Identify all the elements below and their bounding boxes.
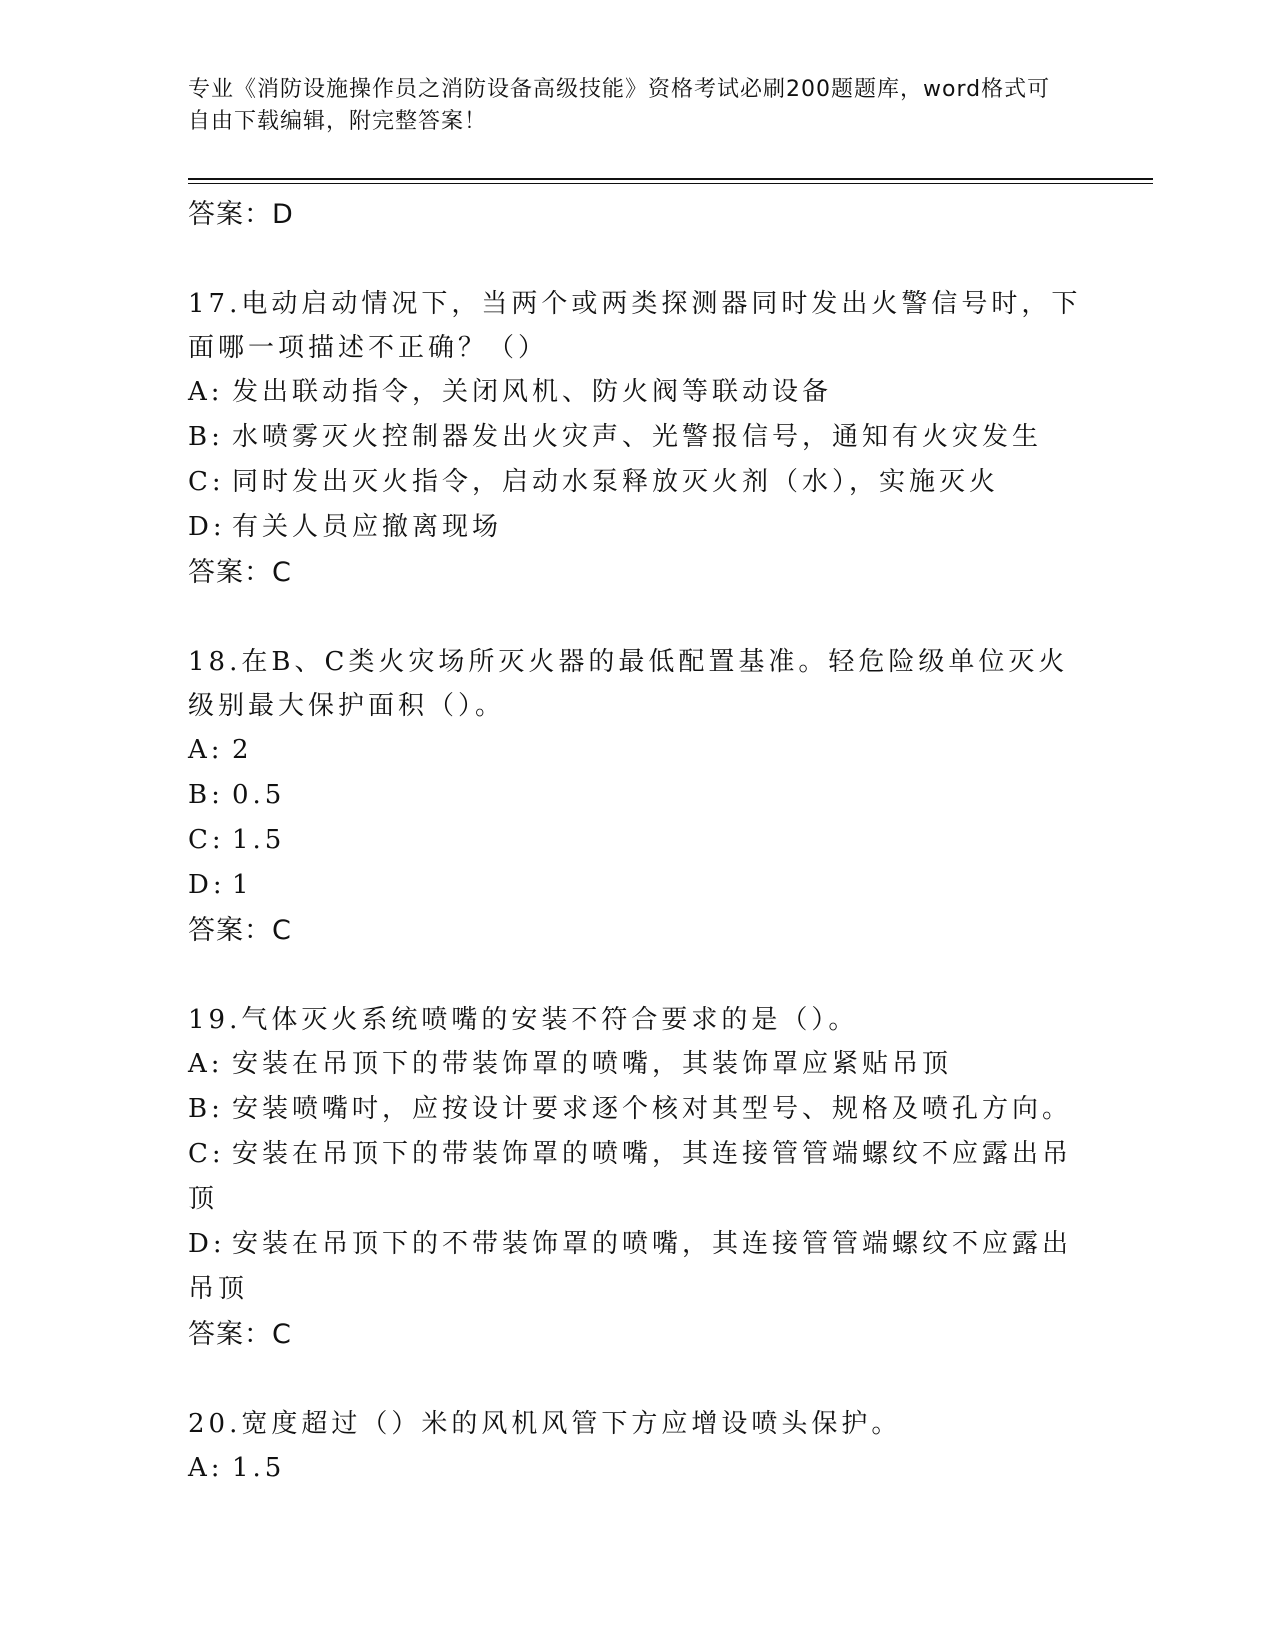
option-key: B:	[188, 422, 224, 452]
option-key: B:	[188, 780, 224, 810]
answer-option	[188, 1446, 1088, 1491]
answer-option	[188, 1132, 1088, 1222]
option-text: 水喷雾灭火控制器发出火灾声、光警报信号，通知有火灾发生	[232, 422, 1043, 452]
answer-option	[188, 773, 1088, 818]
option-text: 安装在吊顶下的带装饰罩的喷嘴，其装饰罩应紧贴吊顶	[232, 1049, 953, 1079]
question-stem: 20.宽度超过（）米的风机风管下方应增设喷头保护。	[188, 1409, 902, 1439]
option-text: 安装在吊顶下的不带装饰罩的喷嘴，其连接管管端螺纹不应露出吊顶	[188, 1229, 1073, 1304]
option-key: A:	[188, 1049, 224, 1079]
header-divider-thin	[188, 183, 1153, 184]
option-key: B:	[188, 1094, 224, 1124]
option-text: 安装喷嘴吋，应按设计要求逐个核对其型号、规格及喷孔方向。	[232, 1094, 1073, 1124]
answer-option	[188, 415, 1088, 460]
option-text: 1.5	[232, 825, 286, 855]
option-key: A:	[188, 1453, 224, 1483]
option-key: C:	[188, 825, 225, 855]
answer-option	[188, 863, 1088, 908]
option-text: 同时发出灭火指令，启动水泵释放灭火剂（水），实施灭火	[232, 467, 1000, 497]
question-block	[188, 1402, 1088, 1491]
header-divider	[188, 178, 1153, 180]
question-stem: 18.在B、C类火灾场所灭火器的最低配置基准。轻危险级单位灭火级别最大保护面积（）。	[188, 647, 1069, 721]
question-stem: 19.气体灭火系统喷嘴的安装不符合要求的是（）。	[188, 1005, 859, 1035]
option-text: 2	[232, 735, 253, 765]
option-text: 有关人员应撤离现场	[232, 512, 503, 542]
document-header: 专业《消防设施操作员之消防设备高级技能》资格考试必刷200题题库，word格式可自由下载编辑，附完整答案！	[188, 77, 1051, 134]
questions-container	[188, 282, 1088, 1491]
answer-option	[188, 1042, 1088, 1087]
answer-option	[188, 818, 1088, 863]
option-text: 发出联动指令，关闭风机、防火阀等联动设备	[232, 377, 833, 407]
option-key: C:	[188, 467, 225, 497]
question-answer: 答案：C	[188, 1319, 292, 1350]
question-block	[188, 282, 1088, 596]
option-text: 0.5	[232, 780, 286, 810]
question-list	[188, 192, 1088, 1491]
option-key: D:	[188, 870, 226, 900]
question-block	[188, 640, 1088, 954]
option-key: A:	[188, 377, 224, 407]
option-text: 1.5	[232, 1453, 286, 1483]
answer-option	[188, 505, 1088, 550]
option-text: 1	[232, 870, 253, 900]
answer-option	[188, 1087, 1088, 1132]
question-block	[188, 998, 1088, 1358]
option-text: 安装在吊顶下的带装饰罩的喷嘴，其连接管管端螺纹不应露出吊顶	[188, 1139, 1073, 1214]
option-key: D:	[188, 1229, 226, 1259]
answer-option	[188, 460, 1088, 505]
answer-option	[188, 370, 1088, 415]
option-key: D:	[188, 512, 226, 542]
previous-answer: 答案：D	[188, 199, 294, 230]
answer-option	[188, 728, 1088, 773]
question-answer: 答案：C	[188, 557, 292, 588]
option-key: A:	[188, 735, 224, 765]
answer-option	[188, 1222, 1088, 1312]
question-answer: 答案：C	[188, 915, 292, 946]
question-stem: 17.电动启动情况下，当两个或两类探测器同时发出火警信号时，下面哪一项描述不正确？（）	[188, 289, 1082, 363]
option-key: C:	[188, 1139, 225, 1169]
